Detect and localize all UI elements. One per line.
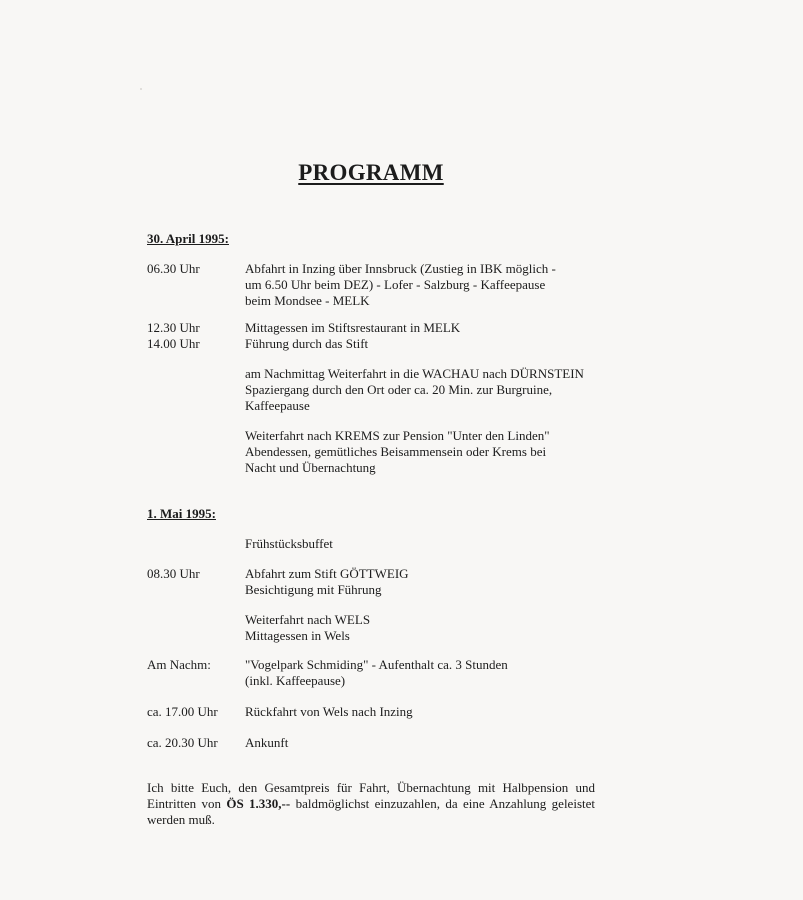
schedule-description [245, 735, 605, 751]
payment-note-text: Ich bitte Euch, den Gesamtpreis für Fahrt, Übernachtung mit Halbpension und Eintritten von [147, 780, 595, 811]
schedule-time: Am Nachm: [147, 657, 211, 672]
paper-speck [140, 88, 142, 90]
description-line: Weiterfahrt nach KREMS zur Pension "Unter den Linden" [245, 428, 550, 443]
description-line: Abfahrt zum Stift GÖTTWEIG [245, 566, 409, 581]
schedule-description [245, 366, 605, 414]
payment-note [147, 780, 595, 828]
description-line: Ankunft [245, 735, 289, 750]
schedule-time: 06.30 Uhr [147, 261, 200, 276]
description-line: Nacht und Übernachtung [245, 460, 376, 475]
description-line: "Vogelpark Schmiding" - Aufenthalt ca. 3 Stunden [245, 657, 508, 672]
description-line: Besichtigung mit Führung [245, 582, 382, 597]
description-line: Abendessen, gemütliches Beisammensein oder Krems bei [245, 444, 547, 459]
description-line: Frühstücksbuffet [245, 536, 333, 551]
description-line: (inkl. Kaffeepause) [245, 673, 346, 688]
schedule-description [245, 336, 605, 352]
description-line: beim Mondsee - MELK [245, 293, 370, 308]
description-line: Spaziergang durch den Ort oder ca. 20 Min. zur Burgruine, [245, 382, 553, 397]
description-line: Mittagessen im Stiftsrestaurant in MELK [245, 320, 461, 335]
total-price: ÖS 1.330,-- [226, 796, 291, 811]
schedule-time: ca. 17.00 Uhr [147, 704, 218, 719]
schedule-description [245, 612, 605, 644]
page-title: PROGRAMM [298, 160, 444, 185]
day-heading-2: 1. Mai 1995: [147, 506, 216, 521]
description-line: Rückfahrt von Wels nach Inzing [245, 704, 413, 719]
day-heading-1: 30. April 1995: [147, 231, 229, 246]
schedule-time: 12.30 Uhr [147, 320, 200, 335]
description-line: Mittagessen in Wels [245, 628, 350, 643]
schedule-description [245, 657, 605, 689]
schedule-description [245, 320, 605, 336]
schedule-time: ca. 20.30 Uhr [147, 735, 218, 750]
schedule-time: 14.00 Uhr [147, 336, 200, 351]
schedule-description [245, 261, 605, 309]
payment-note-text-end: baldmöglichst einzuzahlen, da eine Anzahlung geleistet werden muß. [147, 796, 595, 827]
description-line: am Nachmittag Weiterfahrt in die WACHAU nach DÜRNSTEIN [245, 366, 584, 381]
schedule-time: 08.30 Uhr [147, 566, 200, 581]
description-line: Kaffeepause [245, 398, 310, 413]
schedule-description [245, 704, 605, 720]
description-line: Führung durch das Stift [245, 336, 369, 351]
description-line: Abfahrt in Inzing über Innsbruck (Zustieg in IBK möglich - [245, 261, 556, 276]
description-line: Weiterfahrt nach WELS [245, 612, 371, 627]
schedule-description [245, 566, 605, 598]
description-line: um 6.50 Uhr beim DEZ) - Lofer - Salzburg - Kaffeepause [245, 277, 546, 292]
schedule-description [245, 428, 605, 476]
schedule-description [245, 536, 605, 552]
